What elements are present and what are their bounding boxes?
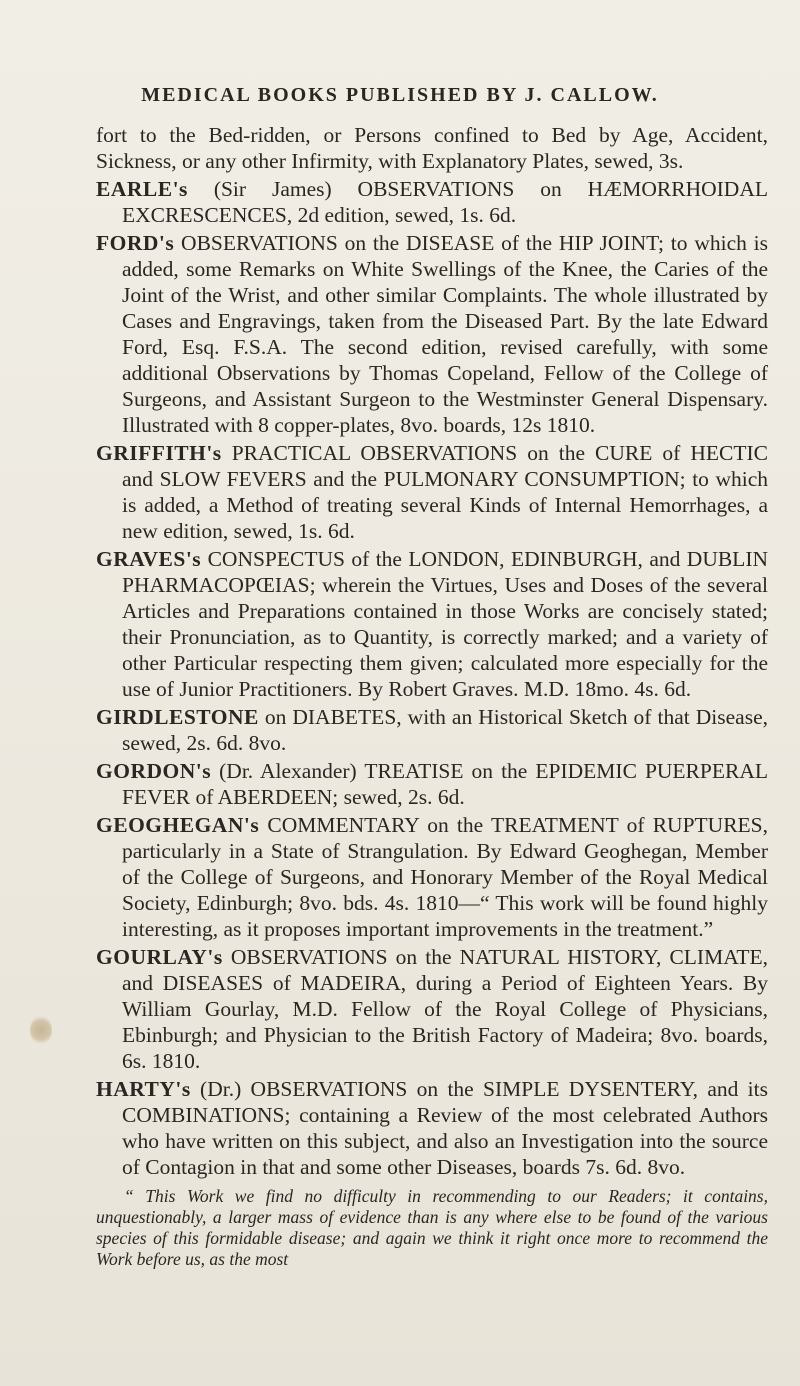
catalogue-entry: GIRDLESTONE on DIABETES, with an Historical Sketch of that Disease, sewed, 2s. 6d. 8vo.: [96, 705, 768, 755]
catalogue-entry: GRAVES's CONSPECTUS of the LONDON, EDINBURGH, and DUBLIN PHARMACOPŒIAS; wherein the Virtues, Uses and Doses of the several Articles and Preparations contained in those Works are concisely stated; their Pronunciation, as to Quantity, is correctly marked; and a variety of other Particular respecting them given; calculated more especially for the use of Junior Practitioners. By Robert Graves. M.D. 18mo. 4s. 6d.: [96, 547, 768, 701]
catalogue-entry: GEOGHEGAN's COMMENTARY on the TREATMENT of RUPTURES, particularly in a State of Strangulation. By Edward Geoghegan, Member of the College of Surgeons, and Honorary Member of the Royal Medical Society, Edinburgh; 8vo. bds. 4s. 1810—“ This work will be found highly interesting, as it proposes important improvements in the treatment.”: [96, 813, 768, 941]
catalogue-entry: fort to the Bed-ridden, or Persons confined to Bed by Age, Accident, Sickness, or any other Infirmity, with Explanatory Plates, sewed, 3s.: [96, 123, 768, 173]
catalogue-entry: EARLE's (Sir James) OBSERVATIONS on HÆMORRHOIDAL EXCRESCENCES, 2d edition, sewed, 1s. 6d.: [96, 177, 768, 227]
paper-stain: [30, 1015, 52, 1045]
catalogue-entry: FORD's OBSERVATIONS on the DISEASE of the HIP JOINT; to which is added, some Remarks on White Swellings of the Knee, the Caries of the Joint of the Wrist, and other similar Complaints. The whole illustrated by Cases and Engravings, taken from the Diseased Part. By the late Edward Ford, Esq. F.S.A. The second edition, revised carefully, with some additional Observations by Thomas Copeland, Fellow of the College of Surgeons, and Assistant Surgeon to the Westminster General Dispensary. Illustrated with 8 copper-plates, 8vo. boards, 12s 1810.: [96, 231, 768, 437]
catalogue-entry: GRIFFITH's PRACTICAL OBSERVATIONS on the CURE of HECTIC and SLOW FEVERS and the PULMONARY CONSUMPTION; to which is added, a Method of treating several Kinds of Internal Hemorrhages, a new edition, sewed, 1s. 6d.: [96, 441, 768, 543]
catalogue-list: [96, 122, 768, 1288]
catalogue-entry: GORDON's (Dr. Alexander) TREATISE on the EPIDEMIC PUERPERAL FEVER of ABERDEEN; sewed, 2s. 6d.: [96, 759, 768, 809]
review-quote: “ This Work we find no difficulty in recommending to our Readers; it contains, unquestionably, a larger mass of evidence than is any where else to be found of the various species of this formidable disease; and again we think it right once more to recommend the Work before us, as the most: [96, 1186, 768, 1269]
catalogue-entry: GOURLAY's OBSERVATIONS on the NATURAL HISTORY, CLIMATE, and DISEASES of MADEIRA, during a Period of Eighteen Years. By William Gourlay, M.D. Fellow of the Royal College of Physicians, Ebinburgh; and Physician to the British Factory of Madeira; 8vo. boards, 6s. 1810.: [96, 945, 768, 1073]
page-header: MEDICAL BOOKS PUBLISHED BY J. CALLOW.: [141, 84, 659, 106]
catalogue-entry: HARTY's (Dr.) OBSERVATIONS on the SIMPLE DYSENTERY, and its COMBINATIONS; containing a Review of the most celebrated Authors who have written on this subject, and also an Investigation into the source of Contagion in that and some other Diseases, boards 7s. 6d. 8vo.: [96, 1077, 768, 1179]
